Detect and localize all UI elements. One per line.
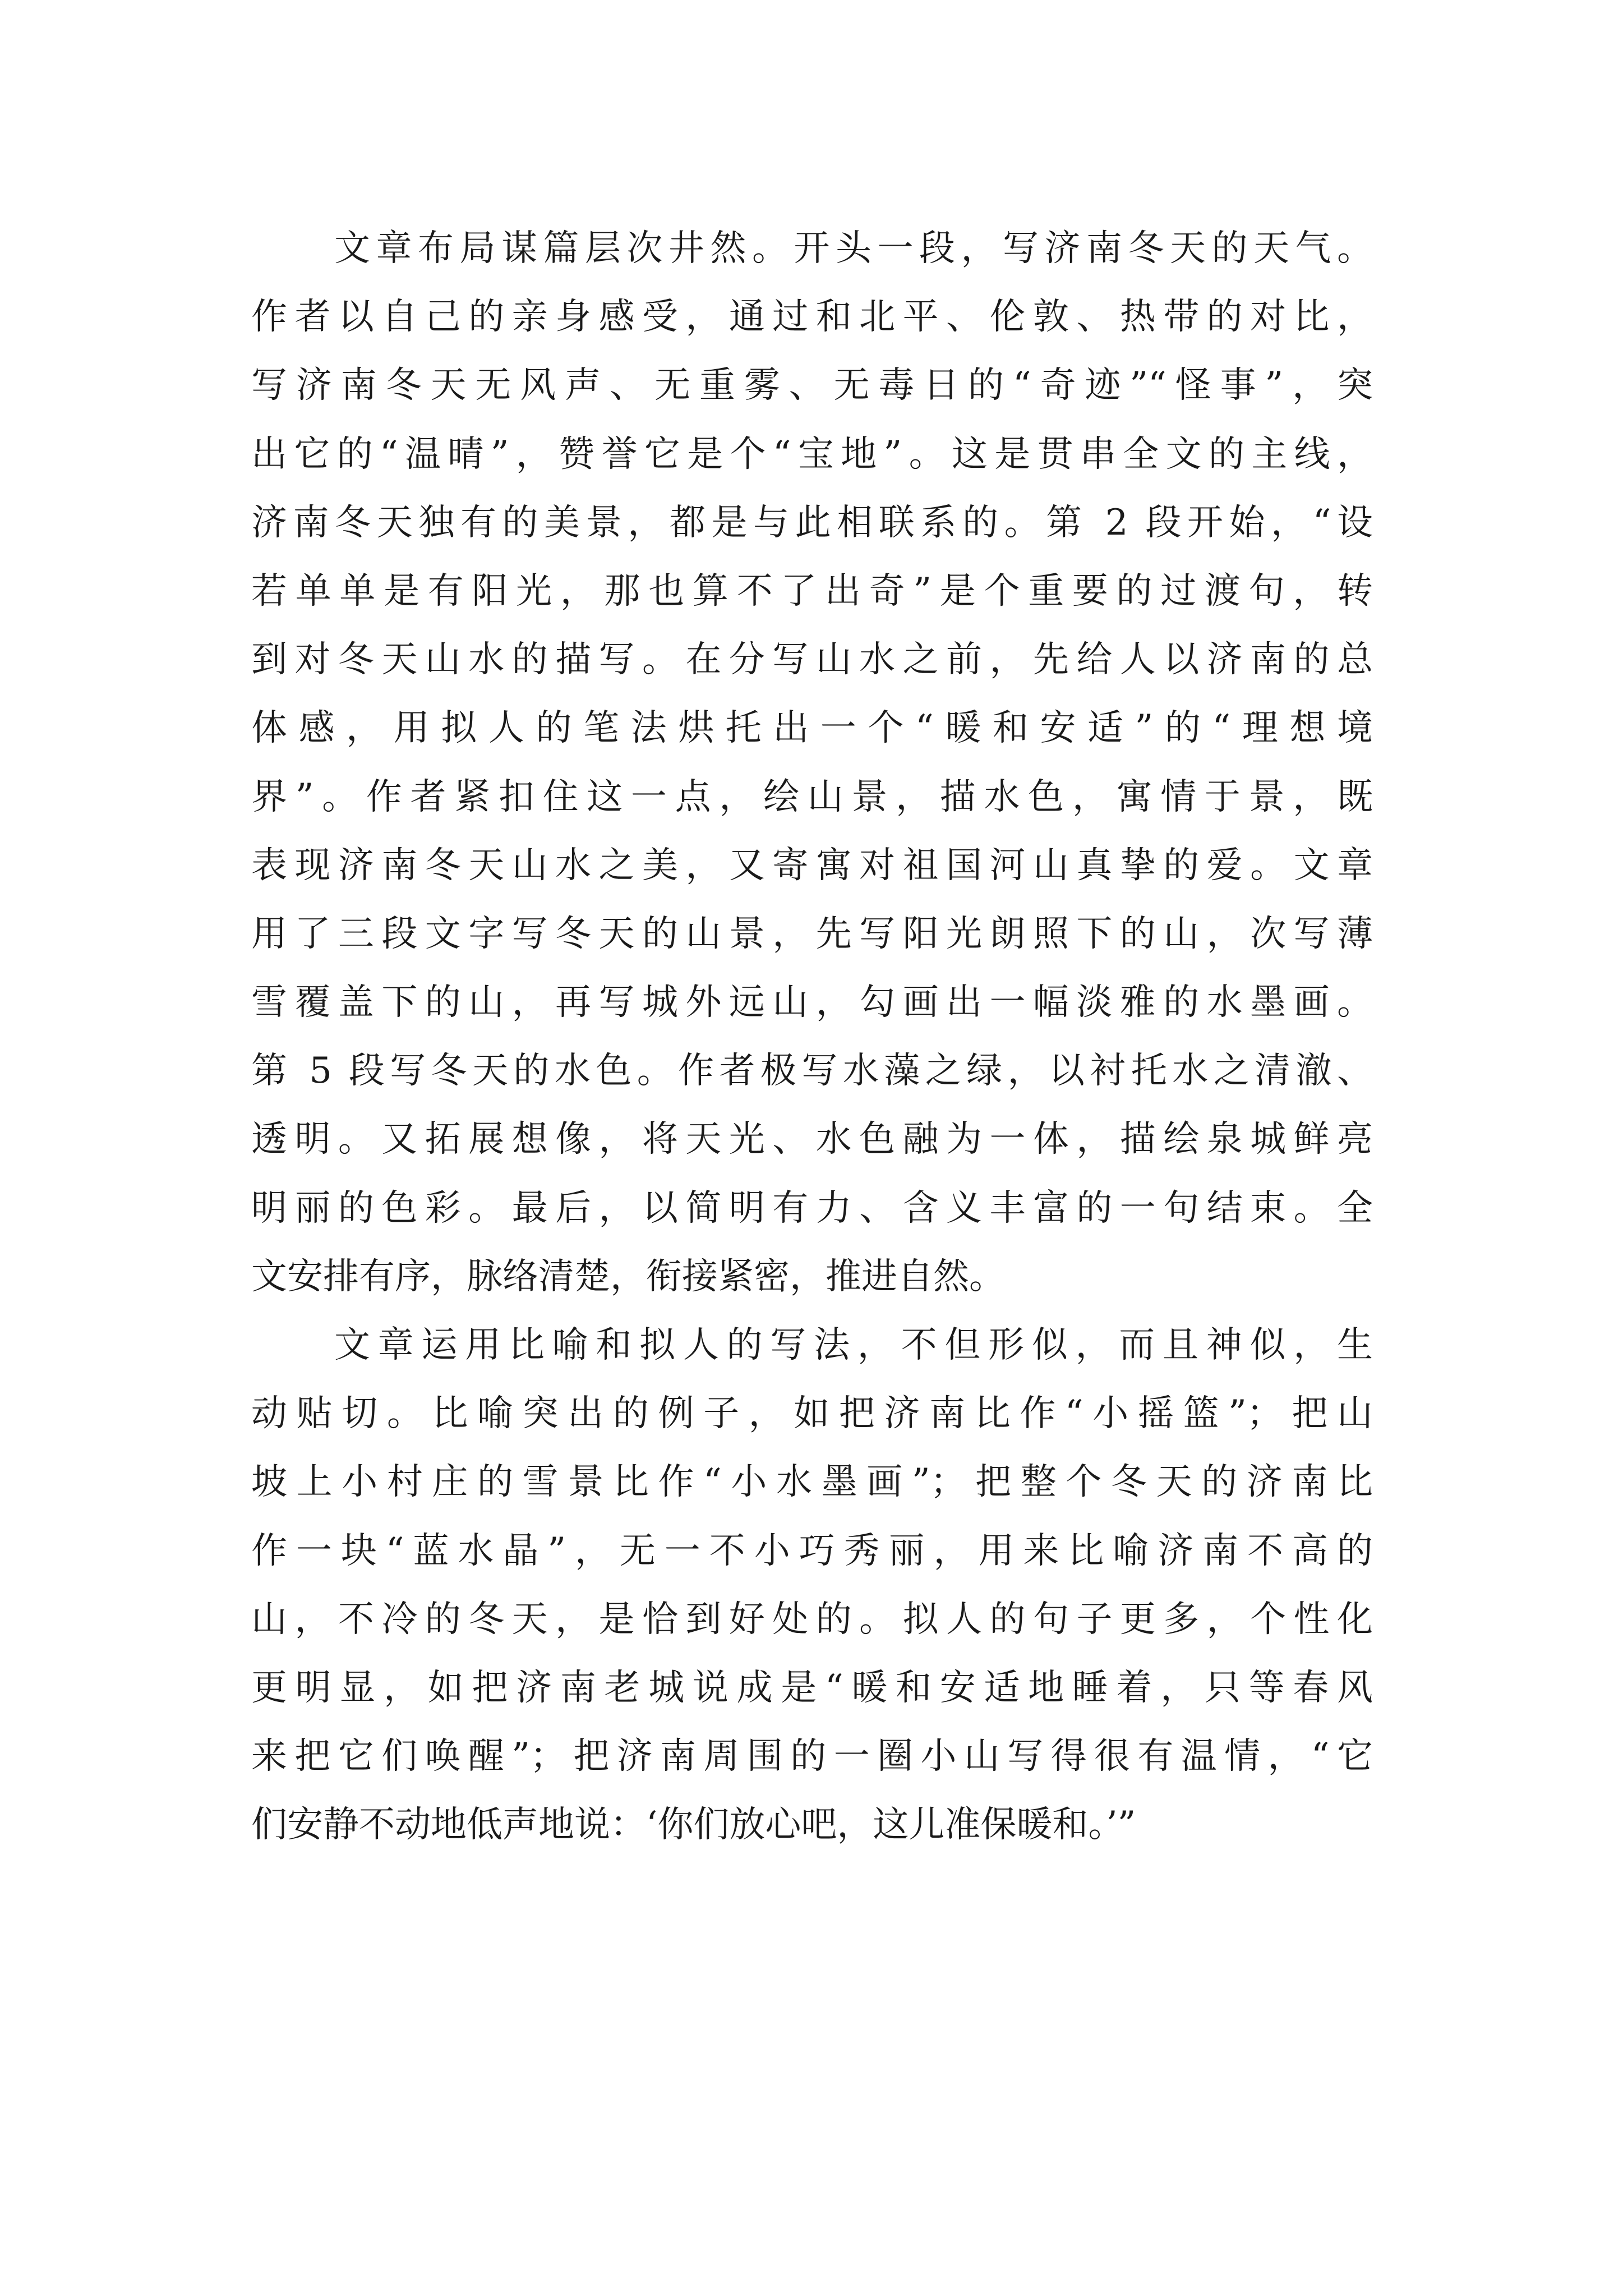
text-line: 明丽的色彩。最后，以简明有力、含义丰富的一句结束。全 xyxy=(251,1187,1373,1229)
text-line: 文章布局谋篇层次井然。开头一段，写济南冬天的天气。 xyxy=(334,228,1373,269)
text-line: 透明。又拓展想像，将天光、水色融为一体，描绘泉城鲜亮 xyxy=(251,1119,1373,1161)
body-text xyxy=(251,214,1373,1860)
text-line: 雪覆盖下的山，再写城外远山，勾画出一幅淡雅的水墨画。 xyxy=(251,982,1373,1024)
text-line: 第 5 段写冬天的水色。作者极写水藻之绿，以衬托水之清澈、 xyxy=(251,1050,1373,1092)
text-line: 作一块“蓝水晶”，无一不小巧秀丽，用来比喻济南不高的 xyxy=(251,1530,1373,1572)
text-line: 文安排有序，脉络清楚，衔接紧密，推进自然。 xyxy=(251,1255,1005,1297)
paragraph-2 xyxy=(251,1311,1373,1860)
paragraph-1 xyxy=(251,214,1373,1311)
text-line: 济南冬天独有的美景，都是与此相联系的。第 2 段开始，“设 xyxy=(251,501,1373,544)
text-line: 用了三段文字写冬天的山景，先写阳光朗照下的山，次写薄 xyxy=(251,913,1373,955)
text-line: 若单单是有阳光，那也算不了出奇”是个重要的过渡句，转 xyxy=(251,570,1373,612)
text-line: 出它的“温晴”，赞誉它是个“宝地”。这是贯串全文的主线， xyxy=(251,433,1373,475)
text-line: 界”。作者紧扣住这一点，绘山景，描水色，寓情于景，既 xyxy=(251,776,1373,818)
text-line: 写济南冬天无风声、无重雾、无毒日的“奇迹”“怪事”，突 xyxy=(251,365,1373,407)
text-line: 来把它们唤醒”；把济南周围的一圈小山写得很有温情，“它 xyxy=(251,1736,1373,1778)
text-line: 表现济南冬天山水之美，又寄寓对祖国河山真挚的爱。文章 xyxy=(251,844,1373,886)
text-line: 坡上小村庄的雪景比作“小水墨画”；把整个冬天的济南比 xyxy=(251,1461,1373,1503)
text-line: 作者以自己的亲身感受，通过和北平、伦敦、热带的对比， xyxy=(251,296,1373,338)
text-line: 体感，用拟人的笔法烘托出一个“暖和安适”的“理想境 xyxy=(251,707,1373,749)
text-line: 文章运用比喻和拟人的写法，不但形似，而且神似，生 xyxy=(334,1324,1373,1366)
text-line: 到对冬天山水的描写。在分写山水之前，先给人以济南的总 xyxy=(251,639,1373,681)
text-line: 更明显，如把济南老城说成是“暖和安适地睡着，只等春风 xyxy=(251,1667,1373,1709)
text-line: 山，不冷的冬天，是恰到好处的。拟人的句子更多，个性化 xyxy=(251,1598,1373,1640)
text-line: 动贴切。比喻突出的例子，如把济南比作“小摇篮”；把山 xyxy=(251,1393,1373,1435)
text-line: 们安静不动地低声地说：‘你们放心吧，这儿准保暖和。’” xyxy=(251,1804,1136,1846)
